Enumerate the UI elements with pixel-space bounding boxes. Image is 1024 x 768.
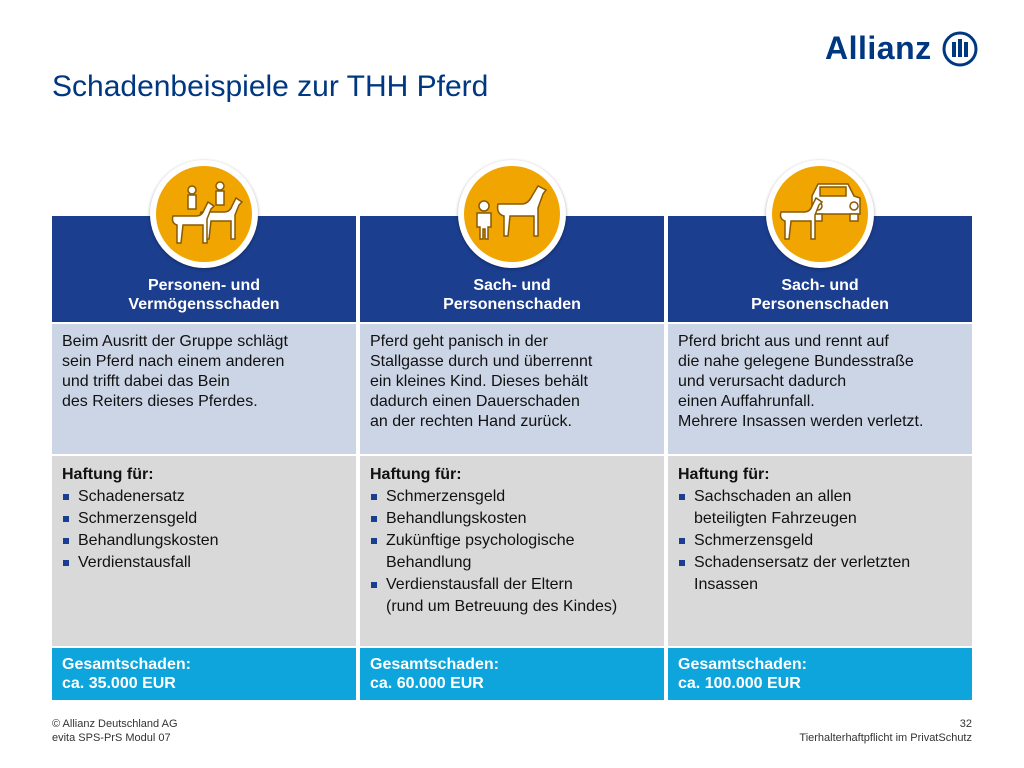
case-description: Pferd geht panisch in der Stallgasse durch und überrennt ein kleines Kind. Dieses behält dadurch einen Dauerschaden an der rechten Hand zurück. [360, 324, 664, 454]
footer-copyright: © Allianz Deutschland AG evita SPS-PrS Modul 07 [52, 718, 178, 744]
child-and-horse-graphic [464, 166, 560, 262]
damage-example-column-1 [52, 216, 356, 700]
liability-title: Haftung für: [62, 466, 154, 483]
liability-item: Verdienstausfall der Eltern (rund um Betreuung des Kindes) [370, 574, 654, 618]
liability-list [370, 486, 654, 618]
allianz-logo [825, 30, 978, 67]
liability-item: Zukünftige psychologische Behandlung [370, 530, 654, 574]
liability-item: Sachschaden an allen beteiligten Fahrzeugen [678, 486, 962, 530]
page-title: Schadenbeispiele zur THH Pferd [52, 70, 489, 103]
liability-item: Behandlungskosten [370, 508, 654, 530]
allianz-eagle-icon [942, 31, 978, 67]
liability-box [52, 456, 356, 646]
liability-item: Schadenersatz [62, 486, 346, 508]
liability-item: Schadensersatz der verletzten Insassen [678, 552, 962, 596]
liability-box [360, 456, 664, 646]
child-and-horse-icon [458, 160, 566, 268]
riders-on-horses-graphic [156, 166, 252, 262]
riders-on-horses-icon [150, 160, 258, 268]
total-damage: Gesamtschaden: ca. 35.000 EUR [52, 648, 356, 700]
column-header-label: Personen- und Vermögensschaden [128, 277, 280, 313]
liability-title: Haftung für: [678, 466, 770, 483]
liability-title: Haftung für: [370, 466, 462, 483]
damage-example-column-3 [668, 216, 972, 700]
total-damage: Gesamtschaden: ca. 60.000 EUR [360, 648, 664, 700]
case-description: Beim Ausritt der Gruppe schlägt sein Pferd nach einem anderen und trifft dabei das Bein des Reiters dieses Pferdes. [52, 324, 356, 454]
column-header-label: Sach- und Personenschaden [443, 277, 581, 313]
liability-item: Schmerzensgeld [678, 530, 962, 552]
total-damage: Gesamtschaden: ca. 100.000 EUR [668, 648, 972, 700]
liability-item: Schmerzensgeld [370, 486, 654, 508]
damage-example-column-2 [360, 216, 664, 700]
case-description: Pferd bricht aus und rennt auf die nahe gelegene Bundesstraße und verursacht dadurch einen Auffahrunfall. Mehrere Insassen werden verletzt. [668, 324, 972, 454]
column-header-label: Sach- und Personenschaden [751, 277, 889, 313]
liability-item: Schmerzensgeld [62, 508, 346, 530]
liability-item: Behandlungskosten [62, 530, 346, 552]
liability-item: Verdienstausfall [62, 552, 346, 574]
liability-list [62, 486, 346, 574]
footer-page-info: 32 Tierhalterhaftpflicht im PrivatSchutz [799, 718, 972, 744]
horse-and-car-graphic [772, 166, 868, 262]
liability-box [668, 456, 972, 646]
horse-and-car-icon [766, 160, 874, 268]
liability-list [678, 486, 962, 596]
logo-text: Allianz [825, 30, 932, 66]
